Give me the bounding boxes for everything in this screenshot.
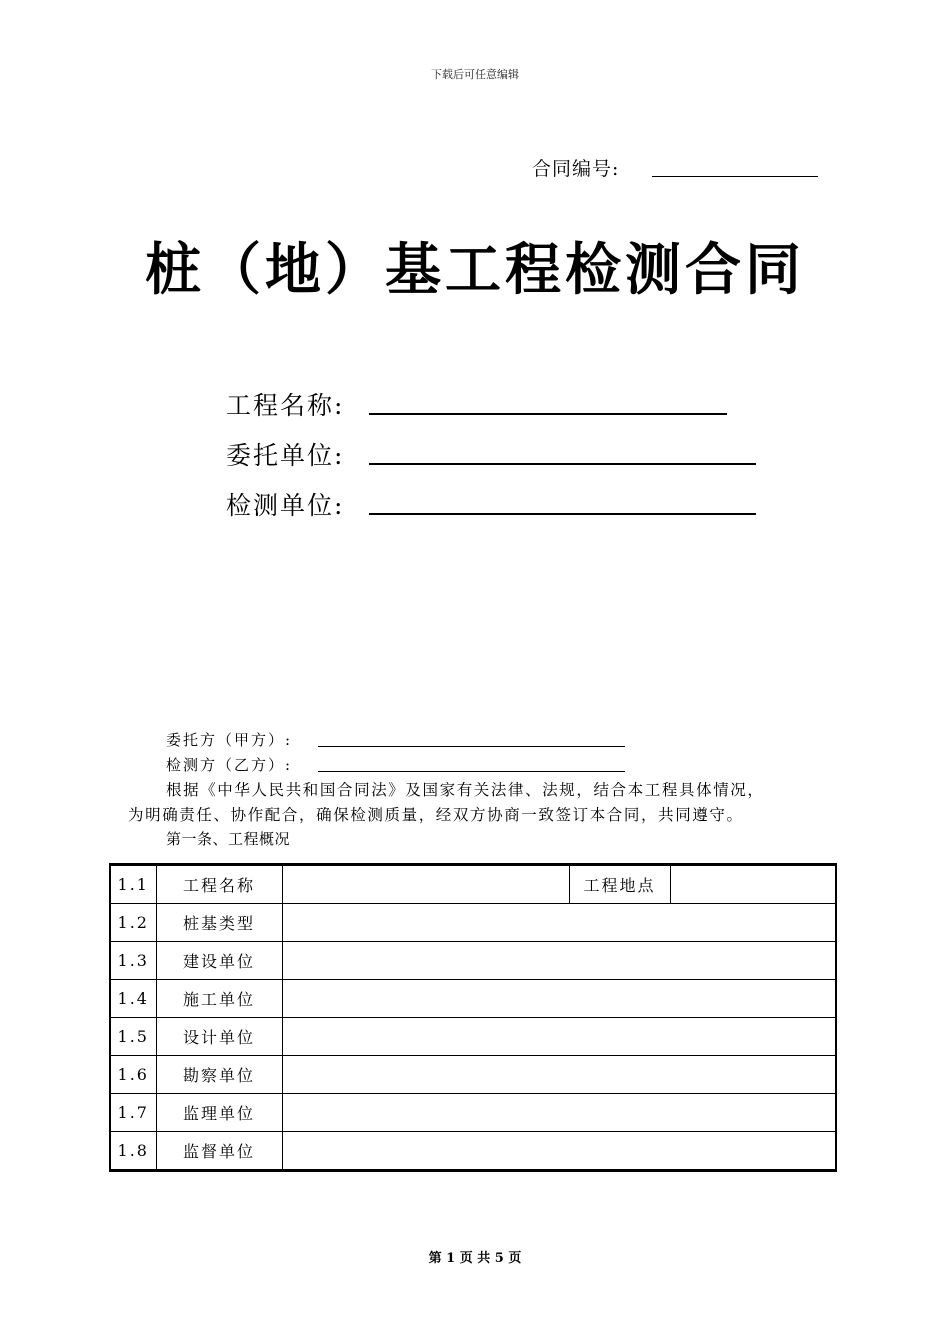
row-number: 1.1 — [110, 865, 156, 904]
document-title: 桩（地）基工程检测合同 — [145, 237, 805, 303]
project-name-value-cell — [282, 865, 569, 904]
row-label: 设计单位 — [156, 1018, 282, 1056]
project-name-blank — [369, 413, 727, 415]
row-number: 1.8 — [110, 1132, 156, 1171]
preamble-line-1: 根据《中华人民共和国合同法》及国家有关法律、法规，结合本工程具体情况， — [166, 781, 765, 799]
table-row — [110, 1132, 836, 1171]
row-value-cell — [282, 904, 836, 942]
table-row — [110, 865, 836, 904]
party-a-blank — [318, 746, 625, 747]
project-location-value-cell — [670, 865, 836, 904]
contract-number-label: 合同编号: — [532, 158, 620, 180]
row-number: 1.7 — [110, 1094, 156, 1132]
table-row — [110, 980, 836, 1018]
row-value-cell — [282, 1056, 836, 1094]
row-label: 桩基类型 — [156, 904, 282, 942]
page-footer: 第 1 页 共 5 页 — [428, 1251, 522, 1266]
client-unit-label: 委托单位: — [226, 441, 345, 470]
row-value-cell — [282, 1132, 836, 1171]
table-row — [110, 1094, 836, 1132]
table-row — [110, 1018, 836, 1056]
row-label: 监督单位 — [156, 1132, 282, 1171]
row-value-cell — [282, 942, 836, 980]
row-number: 1.3 — [110, 942, 156, 980]
table-row — [110, 942, 836, 980]
party-a-label: 委托方（甲方）: — [166, 731, 293, 749]
row-label: 勘察单位 — [156, 1056, 282, 1094]
row-label: 工程地点 — [569, 865, 670, 904]
client-unit-blank — [369, 463, 756, 465]
party-b-blank — [318, 771, 625, 772]
row-label: 施工单位 — [156, 980, 282, 1018]
contract-number-blank — [652, 176, 818, 177]
table-row — [110, 1056, 836, 1094]
testing-unit-label: 检测单位: — [226, 491, 345, 520]
table-row — [110, 904, 836, 942]
row-label: 工程名称 — [156, 865, 282, 904]
row-value-cell — [282, 1094, 836, 1132]
header-note: 下载后可任意编辑 — [431, 68, 519, 81]
row-number: 1.5 — [110, 1018, 156, 1056]
party-b-label: 检测方（乙方）: — [166, 756, 293, 774]
project-overview-table — [109, 863, 837, 1172]
row-number: 1.4 — [110, 980, 156, 1018]
row-label: 建设单位 — [156, 942, 282, 980]
row-value-cell — [282, 1018, 836, 1056]
testing-unit-blank — [369, 513, 756, 515]
row-number: 1.2 — [110, 904, 156, 942]
row-value-cell — [282, 980, 836, 1018]
preamble-line-2: 为明确责任、协作配合，确保检测质量，经双方协商一致签订本合同，共同遵守。 — [128, 806, 744, 824]
section-1-heading: 第一条、工程概况 — [166, 830, 291, 848]
row-label: 监理单位 — [156, 1094, 282, 1132]
row-number: 1.6 — [110, 1056, 156, 1094]
project-name-label: 工程名称: — [226, 391, 345, 420]
